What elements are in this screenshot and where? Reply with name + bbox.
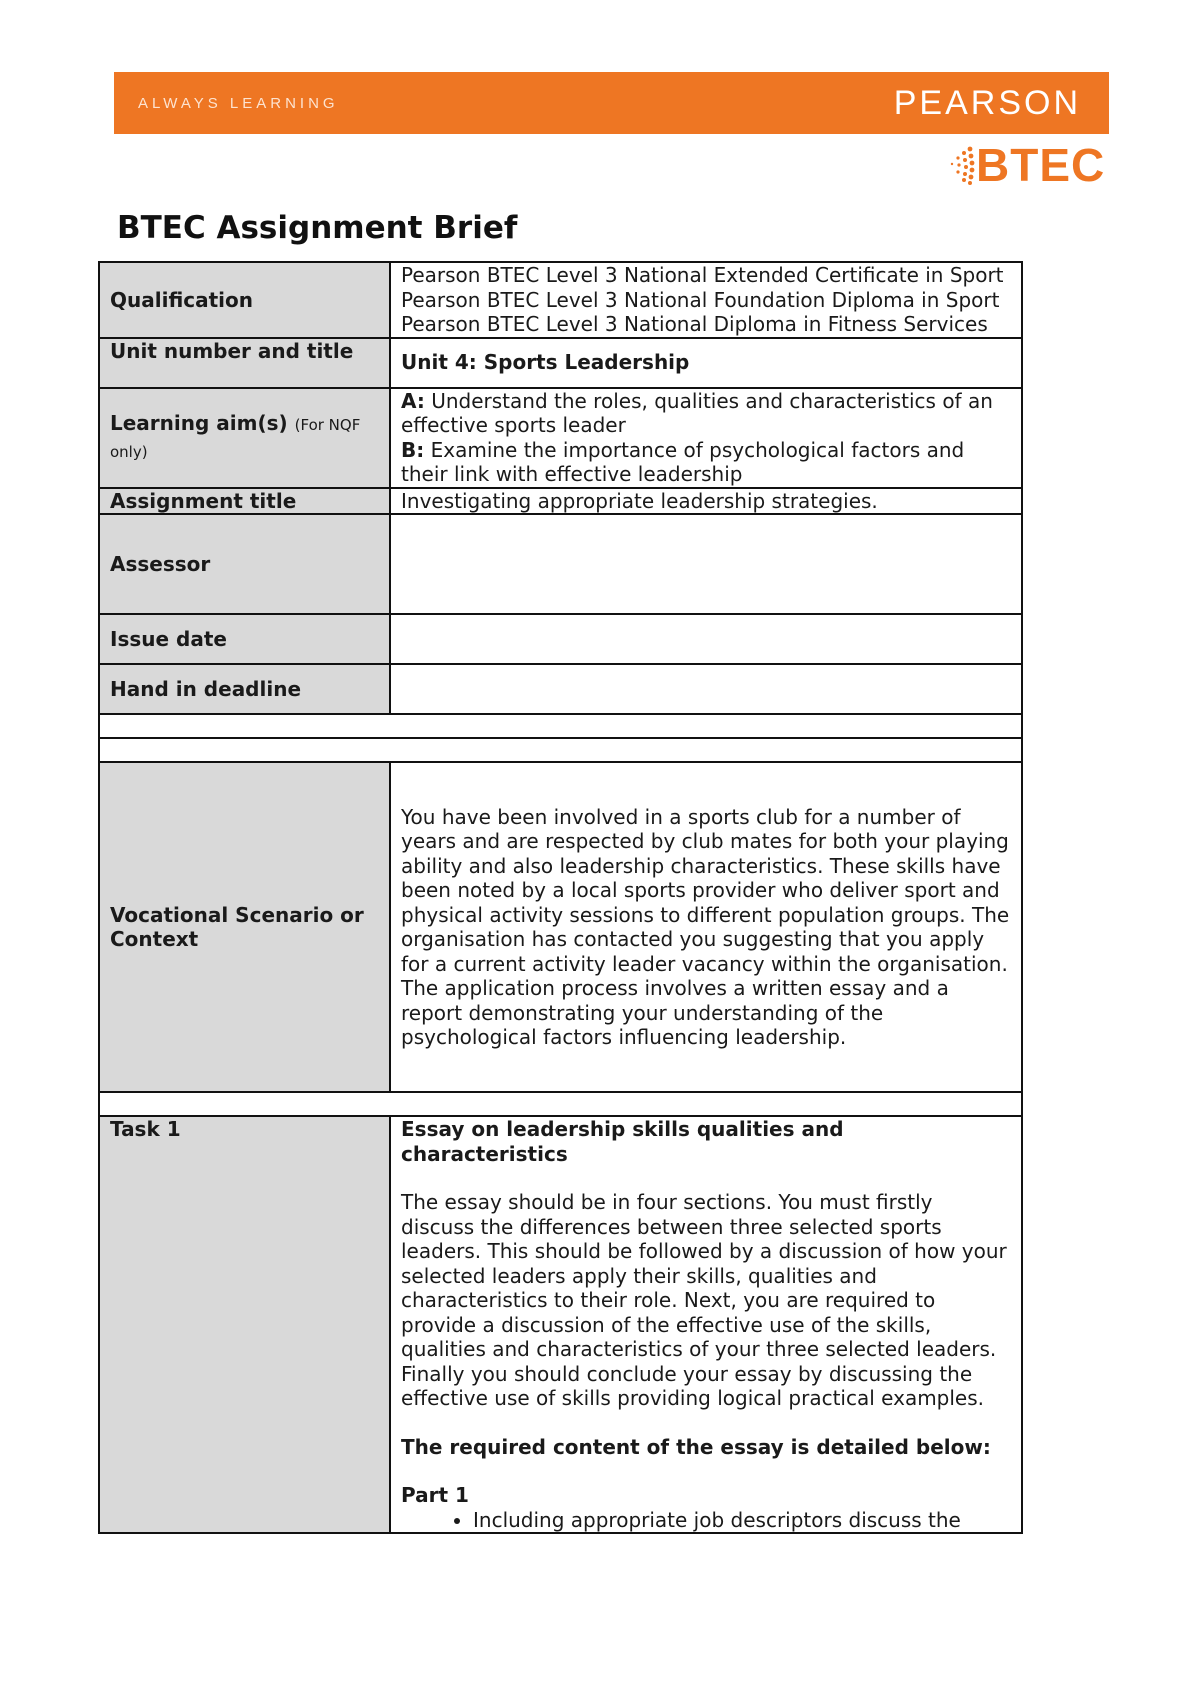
learning-aims-label-note: (For NQF only)	[110, 416, 361, 461]
page-title: BTEC Assignment Brief	[117, 210, 518, 246]
issue-date-row	[99, 614, 1022, 664]
learning-aim-b	[401, 438, 1011, 487]
qualification-line: Pearson BTEC Level 3 National Foundation Diploma in Sport	[401, 287, 1000, 312]
spacer-cell	[99, 1092, 1022, 1116]
assessor-label: Assessor	[99, 514, 390, 614]
btec-dots-icon	[946, 145, 976, 185]
task-1-heading: Essay on leadership skills qualities and characteristics	[401, 1117, 844, 1166]
qualification-line: Pearson BTEC Level 3 National Extended Certificate in Sport	[401, 263, 1004, 287]
assignment-title-value: Investigating appropriate leadership strategies.	[390, 488, 1022, 515]
task-1-part-heading: Part 1	[401, 1483, 469, 1507]
learning-aims-label-text: Learning aim(s)	[110, 411, 288, 435]
task-1-row	[99, 1116, 1022, 1533]
task-1-content-heading: The required content of the essay is detailed below:	[401, 1434, 991, 1459]
spacer-cell	[99, 738, 1022, 762]
pearson-banner	[114, 72, 1109, 134]
scenario-row	[99, 762, 1022, 1092]
learning-aims-row	[99, 388, 1022, 488]
issue-date-value	[390, 614, 1022, 664]
issue-date-label: Issue date	[99, 614, 390, 664]
task-1-body: The essay should be in four sections. You must firstly discuss the differences between three selected sports leaders. This should be followed by a discussion of how your selected leaders apply their skills, qualities and characteristics to their role. Next, you are required to provide a discussion of the effective use of the skills, qualities and characteristics of your three selected leaders. Finally you should conclude your essay by discussing the effective use of skills providing logical practical examples.	[401, 1190, 1007, 1410]
assignment-title-row	[99, 488, 1022, 515]
banner-tagline: ALWAYS LEARNING	[138, 94, 339, 112]
task-1-label: Task 1	[99, 1116, 390, 1533]
spacer-row	[99, 1092, 1022, 1116]
btec-wordmark: BTEC	[976, 139, 1106, 191]
assignment-brief-table	[98, 261, 1023, 1534]
learning-aim-a	[401, 389, 1011, 438]
assessor-value	[390, 514, 1022, 614]
qualification-value	[390, 262, 1022, 338]
deadline-value	[390, 664, 1022, 714]
task-1-bullet-list	[401, 1508, 1011, 1533]
unit-value: Unit 4: Sports Leadership	[390, 338, 1022, 388]
list-item: • Including appropriate job descriptors discuss the	[473, 1508, 1011, 1533]
unit-row	[99, 338, 1022, 388]
qualification-label: Qualification	[99, 262, 390, 338]
task-1-value	[390, 1116, 1022, 1533]
learning-aims-label	[99, 388, 390, 488]
aim-text: Examine the importance of psychological factors and their link with effective leadership	[401, 437, 965, 486]
qualification-line: Pearson BTEC Level 3 National Diploma in Fitness Services	[401, 312, 988, 336]
spacer-cell	[99, 714, 1022, 738]
scenario-label: Vocational Scenario or Context	[99, 762, 390, 1092]
learning-aims-value	[390, 388, 1022, 488]
pearson-logo: PEARSON	[893, 83, 1081, 122]
scenario-value: You have been involved in a sports club for a number of years and are respected by club mates for both your playing ability and also leadership characteristics. These skills have been noted by a local sports provider who deliver sport and physical activity sessions to different population groups. The organisation has contacted you suggesting that you apply for a current activity leader vacancy within the organisation. The application process involves a written essay and a report demonstrating your understanding of the psychological factors influencing leadership.	[390, 762, 1022, 1092]
btec-logo	[946, 140, 1105, 190]
assignment-title-label: Assignment title	[99, 488, 390, 515]
aim-text: Understand the roles, qualities and characteristics of an effective sports leader	[401, 388, 993, 437]
aim-prefix: A:	[401, 388, 425, 413]
aim-prefix: B:	[401, 437, 425, 462]
assessor-row	[99, 514, 1022, 614]
qualification-row	[99, 262, 1022, 338]
deadline-row	[99, 664, 1022, 714]
spacer-row	[99, 738, 1022, 762]
spacer-row	[99, 714, 1022, 738]
deadline-label: Hand in deadline	[99, 664, 390, 714]
unit-label: Unit number and title	[99, 338, 390, 388]
